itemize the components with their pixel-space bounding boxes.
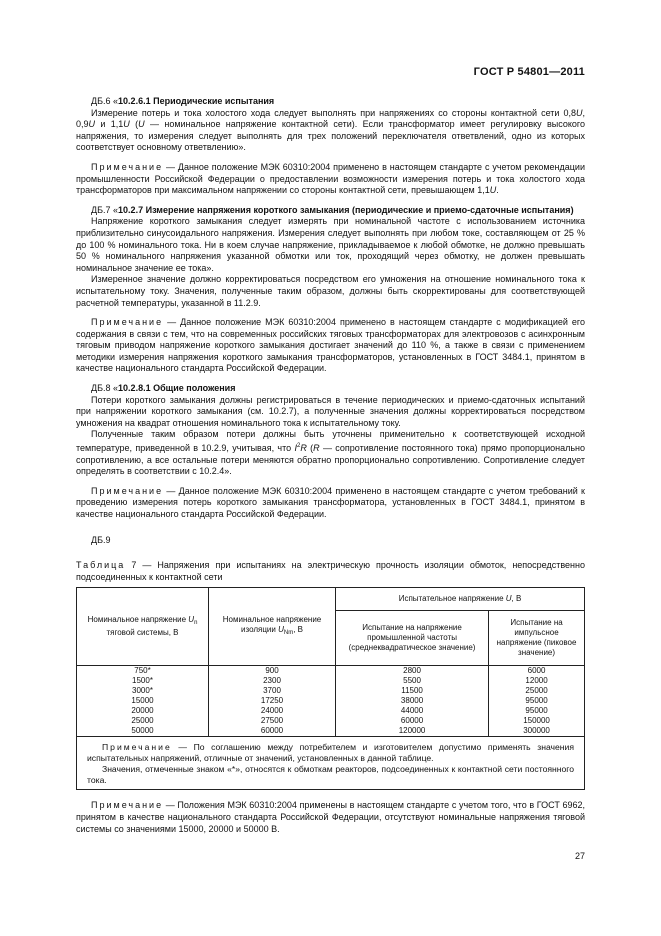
- table7-body: [77, 666, 585, 737]
- table-cell-insulation: 3700: [209, 686, 336, 696]
- table-row: [77, 686, 585, 696]
- table7: [76, 587, 585, 790]
- table-cell-system: 20000: [77, 706, 209, 716]
- db8-paragraph-1: Потери короткого замыкания должны регистрироваться в течение периодических и приемо-сдаточных испытаний при напряжении короткого замыкания (см. 10.2.7), а полученные значения должны корректироваться посредством умножения на квадрат отношения номинального тока к испытательному току.: [76, 394, 585, 428]
- final-note: Примечание — Положения МЭК 60310:2004 применены в настоящем стандарте с учетом того, что в ГОСТ 6962, принятом в качестве национального стандарта Российской Федерации, отсутствуют номинальные напряжения тяговой системы со значениями 15000, 20000 и 50000 В.: [76, 800, 585, 834]
- table7-note: Примечание — По соглашению между потребителем и изготовителем допустимо применять значения испытательных напряжений, отличные от значений, установленных в данной таблице. Значения, отмеченные знаком «*», относятся к обмоткам реакторов, подсоединенных к контактной сети постоянного тока.: [77, 737, 585, 790]
- table-cell-system: 50000: [77, 726, 209, 737]
- table7-head-test-voltage-group: Испытательное напряжение U, В: [336, 588, 585, 611]
- table-cell-impulse: 95000: [489, 706, 585, 716]
- table7-head-insulation-voltage: Номинальное напряжение изоляции $U_{Nm}$, В: [209, 588, 336, 666]
- table-cell-power-freq: 120000: [336, 726, 489, 737]
- table-cell-insulation: 17250: [209, 696, 336, 706]
- db6-heading: ДБ.6 «10.2.6.1 Периодические испытания: [91, 96, 275, 106]
- table-row: [77, 666, 585, 677]
- table-cell-impulse: 300000: [489, 726, 585, 737]
- table-cell-insulation: 2300: [209, 676, 336, 686]
- table-cell-insulation: 60000: [209, 726, 336, 737]
- page-content: [76, 96, 585, 835]
- table-cell-impulse: 12000: [489, 676, 585, 686]
- table-cell-system: 750*: [77, 666, 209, 677]
- table-cell-power-freq: 2800: [336, 666, 489, 677]
- table-row: [77, 726, 585, 737]
- table-cell-power-freq: 5500: [336, 676, 489, 686]
- db7-paragraph-2: Измеренное значение должно корректироваться посредством его умножения на отношение номинального тока к испытательному току. Значения, полученные таким образом, должны быть скорректированы для соответствующей расчетной температуры, указанной в 11.2.9.: [76, 274, 585, 308]
- db6-note: Примечание — Данное положение МЭК 60310:2004 применено в настоящем стандарте с учетом рекомендации промышленности Российской Федерации о предоставлении возможности измерения потерь и тока холостого хода трансформаторов при максимальном напряжении со стороны контактной сети, превышающем 1,1U.: [76, 161, 585, 196]
- table7-caption: Таблица 7 — Напряжения при испытаниях на электрическую прочность изоляции обмоток, непосредственно подсоединенных к контактной сети: [76, 560, 585, 582]
- table-cell-power-freq: 38000: [336, 696, 489, 706]
- table-row: [77, 696, 585, 706]
- table-cell-system: 3000*: [77, 686, 209, 696]
- table-cell-impulse: 95000: [489, 696, 585, 706]
- table-cell-insulation: 24000: [209, 706, 336, 716]
- table-cell-power-freq: 60000: [336, 716, 489, 726]
- table-cell-system: 1500*: [77, 676, 209, 686]
- table-cell-impulse: 25000: [489, 686, 585, 696]
- db7-heading: ДБ.7 «10.2.7 Измерение напряжения короткого замыкания (периодические и приемо-сдаточные испытания): [91, 204, 574, 215]
- table-cell-system: 25000: [77, 716, 209, 726]
- db7-note: Примечание — Данное положение МЭК 60310:2004 применено в настоящем стандарте с модификацией его содержания в связи с тем, что на современных российских тяговых трансформаторах для электровозов с асинхронным тяговым приводом напряжение короткого замыкания достигает значений до 110 %, а также в связи с применением методики измерения напряжения короткого замыкания трансформаторов, установленных в ГОСТ 3484.1, принятом в качестве национального стандарта Российской Федерации.: [76, 317, 585, 374]
- db9-heading: ДБ.9: [91, 534, 111, 545]
- table7-head-impulse: Испытание на импульсное напряжение (пиковое значение): [489, 611, 585, 666]
- db7-paragraph-1: Напряжение короткого замыкания следует измерять при номинальной частоте с использованием источника приблизительно синусоидального напряжения. Измерения следует выполнять при любом токе, составляющем от 25 % до 100 % номинального тока. Ни в коем случае напряжение, прикладываемое к любой обмотке, не должно превышать 50 % номинального напряжения указанной обмотки или ток, проходящий через обмотку, не должен превышать номинальное значение ее тока».: [76, 216, 585, 273]
- table-row: [77, 706, 585, 716]
- table-cell-power-freq: 11500: [336, 686, 489, 696]
- table-cell-impulse: 150000: [489, 716, 585, 726]
- db8-heading: ДБ.8 «10.2.8.1 Общие положения: [91, 383, 236, 394]
- document-header: ГОСТ Р 54801—2011: [473, 66, 585, 78]
- table-cell-power-freq: 44000: [336, 706, 489, 716]
- table7-head-system-voltage: Номинальное напряжение $U_n$ тяговой системы, В: [77, 588, 209, 666]
- table-cell-insulation: 27500: [209, 716, 336, 726]
- table-row: [77, 716, 585, 726]
- table-cell-insulation: 900: [209, 666, 336, 677]
- table-row: [77, 676, 585, 686]
- db8-paragraph-2: Полученные таким образом потери должны быть уточнены применительно к соответствующей исходной температуре, приведенной в 10.2.9, учитывая, что $I^2R$ (R — сопротивление постоянного тока) прямо пропорционально сопротивлению, а все остальные потери меняются обратно пропорционально сопротивлению. Сопротивление следует определять в соответствии с 10.2.4».: [76, 429, 586, 477]
- db6-paragraph: Измерение потерь и тока холостого хода следует выполнять при напряжениях со стороны контактной сети 0,8U, 0,9U и 1,1U (U — номинальное напряжение контактной сети). Если трансформатор имеет регулировку высокого напряжения, то измерения следует выполнять для трех положений переключателя ответвлений, одно из которых соответствует основному ответвлению».: [76, 107, 585, 153]
- table7-head-power-frequency: Испытание на напряжение промышленной частоты (среднеквадратическое значение): [336, 611, 489, 666]
- table-cell-system: 15000: [77, 696, 209, 706]
- table-cell-impulse: 6000: [489, 666, 585, 677]
- page-number: 27: [574, 851, 585, 861]
- db8-note: Примечание — Данное положение МЭК 60310:2004 применено в настоящем стандарте с учетом требований к проведению измерения потерь короткого замыкания трансформатора, установленных в ГОСТ 3484.1, принятом в качестве национального стандарта Российской Федерации.: [76, 485, 585, 519]
